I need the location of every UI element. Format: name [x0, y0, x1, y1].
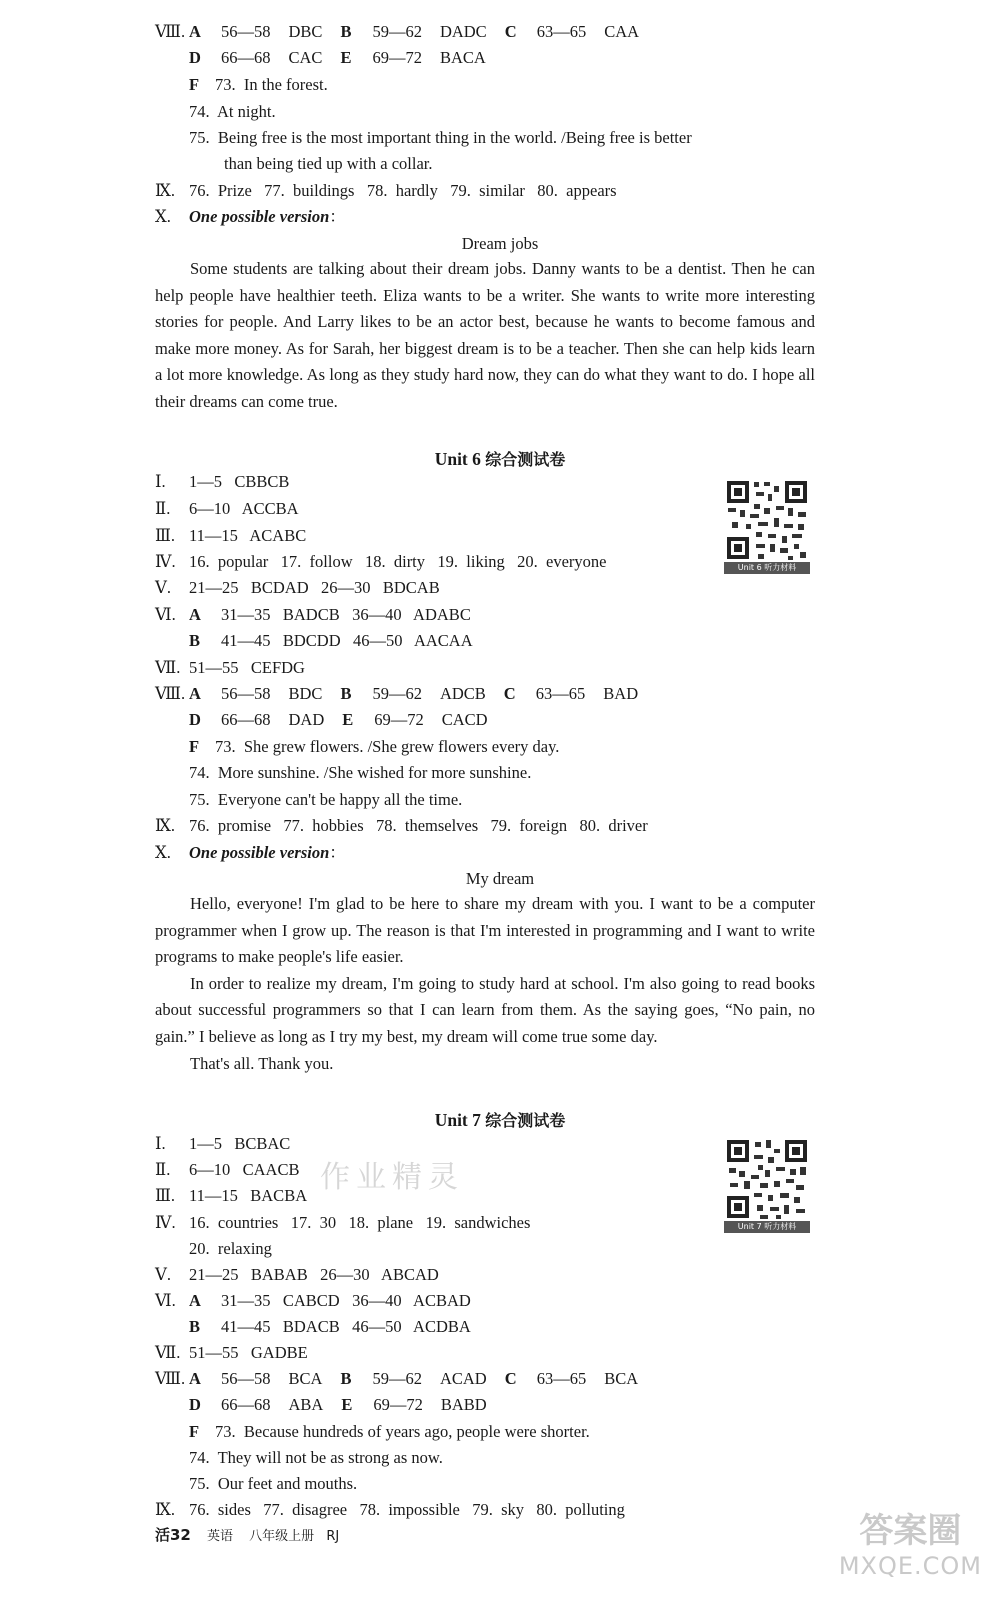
corner-watermark-url: MXQE.COM [838, 1552, 982, 1580]
u6-q74: 74. More sunshine. /She wished for more sunshine. [189, 763, 532, 782]
u6-r8-row1: Ⅷ. A 56—58 BDC B 59—62 ADCB C 63—65 BAD [155, 684, 639, 703]
u6-r2: Ⅱ. 6—10 ACCBA [155, 499, 299, 518]
u6-r7: Ⅶ. 51—55 CEFDG [155, 658, 305, 677]
u6-r6b: B 41—45 BDCDD 46—50 AACAA [189, 631, 473, 650]
u7-r9: Ⅸ. 76. sides 77. disagree 78. impossible 79. sky 80. polluting [155, 1500, 625, 1519]
u6-r5: Ⅴ. 21—25 BCDAD 26—30 BDCAB [155, 578, 440, 597]
u6-r3: Ⅲ. 11—15 ACABC [155, 526, 307, 545]
u5-r8-row1: Ⅷ. A 56—58 DBC B 59—62 DADC C 63—65 CAA [155, 22, 640, 41]
footer-edition: RJ [326, 1529, 340, 1544]
u6-r10: Ⅹ. One possible version： [155, 843, 346, 862]
u7-r4-cont: 20. relaxing [189, 1239, 272, 1258]
u6-r1: Ⅰ. 1—5 CBBCB [155, 472, 290, 491]
u7-q75: 75. Our feet and mouths. [189, 1474, 358, 1493]
u7-r5: Ⅴ. 21—25 BABAB 26—30 ABCAD [155, 1265, 439, 1284]
u7-r1: Ⅰ. 1—5 BCBAC [155, 1134, 291, 1153]
page-footer [155, 1524, 339, 1545]
u7-r7: Ⅶ. 51—55 GADBE [155, 1343, 308, 1362]
u5-q75a: 75. Being free is the most important thing in the world. /Being free is better [189, 128, 692, 147]
u7-r2: Ⅱ. 6—10 CAACB [155, 1160, 300, 1179]
essay-body: Hello, everyone! I'm glad to be here to share my dream with you. I want to be a computer programmer when I grow up. The reason is that I'm interested in programming and I want to write programs to make people's life easier. In order to realize my dream, I'm going to study hard at school. I'm also going to read books about successful programmers so that I can learn from them. As the saying goes, “No pain, no gain.” I believe as long as I try my best, my dream will come true some day. That's all. Thank you. [155, 894, 815, 1073]
u5-r8-row2: D 66—68 CAC E 69—72 BACA [189, 48, 486, 67]
u5-q75b: than being tied up with a collar. [224, 154, 433, 173]
u5-r10: Ⅹ. One possible version： [155, 207, 346, 226]
u6-r9: Ⅸ. 76. promise 77. hobbies 78. themselves 79. foreign 80. driver [155, 816, 648, 835]
u7-r8-row1: Ⅷ. A 56—58 BCA B 59—62 ACAD C 63—65 BCA [155, 1369, 639, 1388]
u5-r8-f: F 73. In the forest. [189, 75, 328, 94]
essay-title: My dream [465, 869, 535, 888]
u5-r9: Ⅸ. 76. Prize 77. buildings 78. hardly 79. similar 80. appears [155, 181, 617, 200]
unit7-heading: Unit 7 综合测试卷 [434, 1110, 566, 1130]
qr-code-unit6[interactable] [724, 478, 810, 574]
part-label: A [189, 22, 201, 41]
page-number: 活32 [155, 1526, 191, 1544]
u7-q74: 74. They will not be as strong as now. [189, 1448, 443, 1467]
footer-grade: 八年级上册 [249, 1529, 315, 1544]
u7-r4: Ⅳ. 16. countries 17. 30 18. plane 19. sandwiches [155, 1213, 531, 1232]
essay-body: Some students are talking about their dream jobs. Danny wants to be a dentist. Then he can help people have healthier teeth. Eliza wants to be a writer. She wants to write more interesting stories for people. And Larry likes to be an actor best, because he wants to become famous and make more money. As for Sarah, her biggest dream is to be a teacher. Then she can help kids learn a lot more knowledge. As long as they study hard now, they can do what they want to do. I hope all their dreams can come true. [155, 259, 815, 411]
corner-watermark-title: 答案圈 [859, 1511, 962, 1551]
u6-r8-f: F 73. She grew flowers. /She grew flowers every day. [189, 737, 560, 756]
corner-watermark [839, 1503, 982, 1580]
footer-subject: 英语 [207, 1529, 234, 1544]
watermark: 作业精灵 [320, 1160, 464, 1195]
qr-caption: Unit 7 听力材料 [724, 1221, 810, 1233]
u6-r6a: Ⅵ. A 31—35 BADCB 36—40 ADABC [155, 605, 471, 624]
u7-r6b: B 41—45 BDACB 46—50 ACDBA [189, 1317, 471, 1336]
u6-q75: 75. Everyone can't be happy all the time. [189, 790, 463, 809]
qr-caption: Unit 6 听力材料 [724, 562, 810, 574]
u7-r8-row2: D 66—68 ABA E 69—72 BABD [189, 1395, 487, 1414]
qr-code-icon [724, 478, 810, 562]
u7-r3: Ⅲ. 11—15 BACBA [155, 1186, 308, 1205]
essay-title: Dream jobs [461, 234, 539, 253]
u7-r8-f: F 73. Because hundreds of years ago, people were shorter. [189, 1422, 590, 1441]
roman-numeral: Ⅷ. [155, 22, 186, 41]
qr-code-icon [724, 1137, 810, 1221]
qr-code-unit7[interactable] [724, 1137, 810, 1233]
u6-r8-row2: D 66—68 DAD E 69—72 CACD [189, 710, 488, 729]
unit6-heading: Unit 6 综合测试卷 [434, 449, 566, 469]
u6-r4: Ⅳ. 16. popular 17. follow 18. dirty 19. liking 20. everyone [155, 552, 607, 571]
u5-q74: 74. At night. [189, 102, 276, 121]
u7-r6a: Ⅵ. A 31—35 CABCD 36—40 ACBAD [155, 1291, 471, 1310]
